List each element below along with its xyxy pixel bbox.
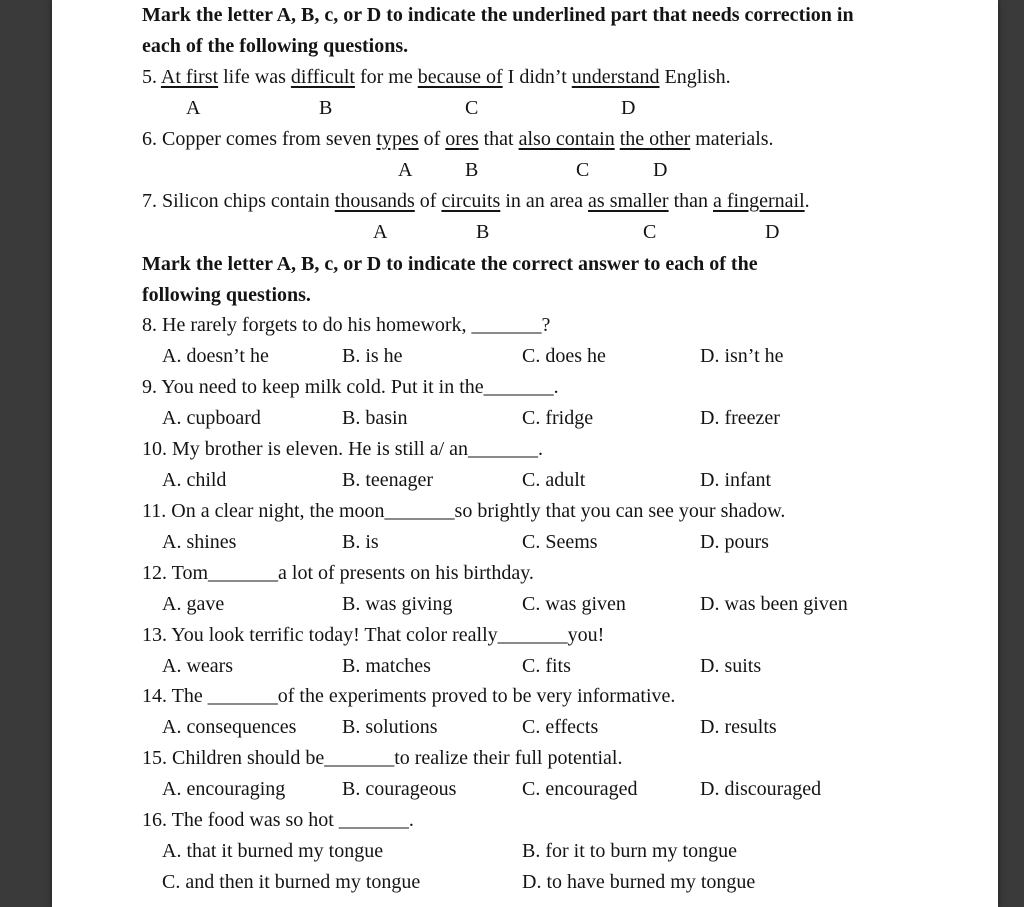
q13-option-c: C. fits: [522, 655, 571, 677]
q5-label-c: C: [465, 97, 479, 119]
q12-option-b: B. was giving: [342, 593, 453, 615]
q16-option-d: D. to have burned my tongue: [522, 871, 756, 893]
q14-option-c: C. effects: [522, 716, 599, 738]
q5-underlined-a: At first: [160, 66, 219, 88]
q7-label-b: B: [476, 221, 490, 243]
q12-option-c: C. was given: [522, 593, 626, 615]
section1-instruction-cont: each of the following questions.: [142, 35, 409, 57]
q15-option-d: D. discouraged: [700, 778, 822, 800]
section2-instruction-cont: following questions.: [142, 284, 311, 306]
q6-label-a: A: [398, 159, 413, 181]
question-14: 14. The _______of the experiments proved to be very informative.: [142, 685, 676, 707]
q16-option-a: A. that it burned my tongue: [162, 840, 384, 862]
q15-option-a: A. encouraging: [162, 778, 286, 800]
q6-label-b: B: [465, 159, 479, 181]
q10-option-a: A. child: [162, 469, 227, 491]
q7-text: .: [804, 190, 810, 212]
q7-underlined-a: thousands: [334, 190, 415, 212]
question-10: 10. My brother is eleven. He is still a/ an_______.: [142, 438, 544, 460]
q10-option-b: B. teenager: [342, 469, 434, 491]
q15-option-b: B. courageous: [342, 778, 457, 800]
question-16: 16. The food was so hot _______.: [142, 809, 414, 831]
q9-option-c: C. fridge: [522, 407, 594, 429]
q5-text: life was: [218, 66, 291, 88]
q10-option-d: D. infant: [700, 469, 772, 491]
q16-option-c: C. and then it burned my tongue: [162, 871, 421, 893]
q13-option-d: D. suits: [700, 655, 762, 677]
q8-option-b: B. is he: [342, 345, 403, 367]
q6-underlined-c: also contain: [518, 128, 615, 150]
question-7: [142, 189, 810, 213]
q6-text: 6. Copper comes from seven: [142, 128, 377, 150]
q8-option-a: A. doesn’t he: [162, 345, 269, 367]
q11-option-d: D. pours: [700, 531, 769, 553]
q6-text: that: [478, 128, 519, 150]
q5-underlined-d: understand: [571, 66, 660, 88]
q6-underlined-a: types: [376, 128, 419, 150]
q6-label-d: D: [653, 159, 668, 181]
q7-text: 7. Silicon chips contain: [142, 190, 335, 212]
q5-underlined-b: difficult: [290, 66, 355, 88]
q7-text: of: [414, 190, 442, 212]
q5-label-d: D: [621, 97, 636, 119]
q5-label-a: A: [186, 97, 201, 119]
question-12: 12. Tom_______a lot of presents on his birthday.: [142, 562, 534, 584]
question-8: 8. He rarely forgets to do his homework, _______?: [142, 314, 551, 336]
q6-text: materials.: [690, 128, 774, 150]
question-13: 13. You look terrific today! That color really_______you!: [142, 624, 605, 646]
question-15: 15. Children should be_______to realize their full potential.: [142, 747, 623, 769]
q7-label-a: A: [373, 221, 388, 243]
q11-option-b: B. is: [342, 531, 379, 553]
q7-underlined-d: a fingernail: [713, 190, 805, 212]
q13-option-a: A. wears: [162, 655, 234, 677]
q13-option-b: B. matches: [342, 655, 431, 677]
question-5: [142, 65, 731, 89]
q7-underlined-c: as smaller: [588, 190, 669, 212]
q6-underlined-d: the other: [619, 128, 691, 150]
q7-label-c: C: [643, 221, 657, 243]
q5-text: English.: [659, 66, 731, 88]
q16-option-b: B. for it to burn my tongue: [522, 840, 737, 862]
section2-instruction: Mark the letter A, B, c, or D to indicate the correct answer to each of the: [142, 253, 758, 275]
q7-underlined-b: circuits: [441, 190, 501, 212]
question-6: [142, 127, 774, 151]
q7-label-d: D: [765, 221, 780, 243]
question-9: 9. You need to keep milk cold. Put it in the_______.: [142, 376, 559, 398]
q7-text: in an area: [500, 190, 589, 212]
q7-text: than: [668, 190, 714, 212]
q6-underlined-b: ores: [445, 128, 479, 150]
q12-option-a: A. gave: [162, 593, 225, 615]
q8-option-d: D. isn’t he: [700, 345, 784, 367]
q6-text: of: [418, 128, 446, 150]
q5-text: I didn’t: [502, 66, 572, 88]
q8-option-c: C. does he: [522, 345, 606, 367]
q15-option-c: C. encouraged: [522, 778, 638, 800]
q10-option-c: C. adult: [522, 469, 586, 491]
question-11: 11. On a clear night, the moon_______so brightly that you can see your shadow.: [142, 500, 786, 522]
q11-option-c: C. Seems: [522, 531, 598, 553]
q5-underlined-c: because of: [417, 66, 503, 88]
q11-option-a: A. shines: [162, 531, 237, 553]
worksheet-page: [52, 0, 998, 907]
q6-label-c: C: [576, 159, 590, 181]
q14-option-d: D. results: [700, 716, 777, 738]
q9-option-b: B. basin: [342, 407, 408, 429]
q12-option-d: D. was been given: [700, 593, 848, 615]
q5-text: 5.: [142, 66, 161, 88]
q5-label-b: B: [319, 97, 333, 119]
q5-text: for me: [354, 66, 418, 88]
q9-option-d: D. freezer: [700, 407, 780, 429]
section1-instruction: Mark the letter A, B, c, or D to indicate the underlined part that needs correction in: [142, 4, 854, 26]
q14-option-b: B. solutions: [342, 716, 438, 738]
q14-option-a: A. consequences: [162, 716, 297, 738]
q9-option-a: A. cupboard: [162, 407, 261, 429]
